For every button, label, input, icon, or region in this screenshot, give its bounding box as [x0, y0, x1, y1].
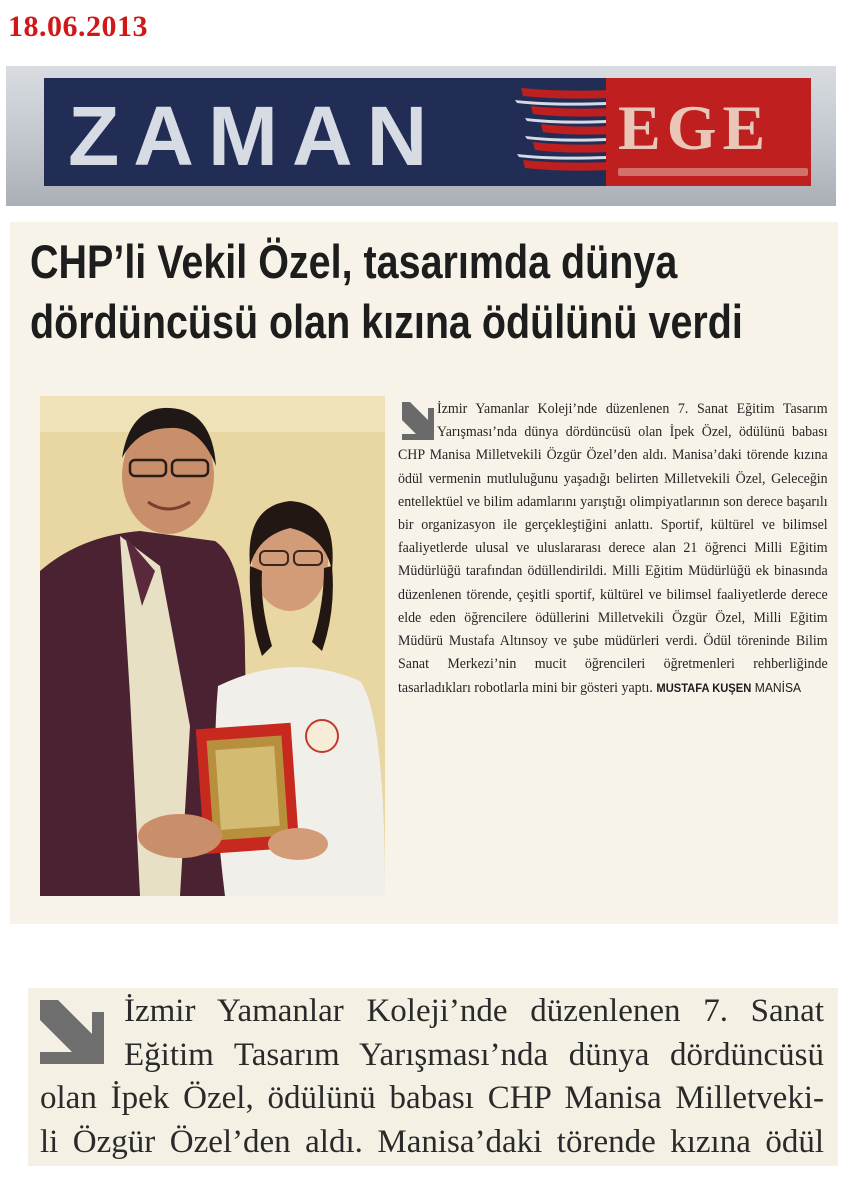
article-text-column [398, 398, 828, 701]
article-city: MANİSA [754, 680, 802, 696]
masthead-ege-logo: EGE [618, 92, 772, 163]
headline-line-1: CHP’li Vekil Özel, tasarımda dünya [30, 235, 678, 288]
excerpt-line-2: Eğitim Tasarım Yarışması’nda dünya dördüncüsü [124, 1036, 824, 1073]
article-headline [30, 232, 743, 352]
photo-illustration [40, 396, 385, 896]
article-photo [40, 396, 385, 896]
excerpt-line-3: olan İpek Özel, ödülünü babası CHP Manisa Milletveki- [40, 1080, 824, 1116]
masthead-tagline-decoration [618, 168, 808, 176]
zoomed-excerpt [28, 988, 838, 1166]
newspaper-masthead [6, 66, 836, 206]
article-byline: MUSTAFA KUŞEN [656, 681, 752, 696]
headline-line-2: dördüncüsü olan kızına ödülünü verdi [30, 295, 743, 348]
excerpt-line-4: li Özgür Özel’den aldı. Manisa’daki törende kızına ödül [40, 1123, 824, 1160]
article-body: İzmir Yamanlar Koleji’nde düzenlenen 7. Sanat Eğitim Tasarım Yarışması’nda dünya dördüncüsü olan İpek Özel, ödülünü babası CHP Manisa Milletvekili Özgür Özel’den aldı. Manisa’daki törende kızına ödül vermenin mutluluğunu yaşadığı belirten Milletvekili Özel, Geleceğin entellektüel ve bilim adamlarını yarıştığı olimpiyatlarının son derece başarılı bir organizasyon ile gerçekleştiğini anlattı. Sportif, kültürel ve bilimsel faaliyetlerde ulusal ve uluslararası derece alan 21 öğrenci Milli Eğitim Müdürlüğü tarafından ödüllendirildi. Milli Eğitim Müdürlüğü ek binasında düzenlenen törende, çeşitli sportif, kültürel ve bilimsel faaliyetlerde derece elde eden öğrencilere ödüllerini Milletvekili Özgür Özel, Milli Eğitim Müdürü Mustafa Altınsoy ve şube müdürleri verdi. Ödül töreninde Bilim Sanat Merkezi’nin mucit öğrencileri öğretmenleri rehberliğinde tasarladıkları robotlarla mini bir gösteri yaptı. [398, 401, 828, 697]
excerpt-line-1: İzmir Yamanlar Koleji’nde düzenlenen 7. Sanat [124, 993, 824, 1029]
clipping-date: 18.06.2013 [8, 10, 148, 43]
masthead-swoosh-icon [511, 78, 611, 186]
masthead-zaman-logo: ZAMAN [68, 89, 442, 183]
